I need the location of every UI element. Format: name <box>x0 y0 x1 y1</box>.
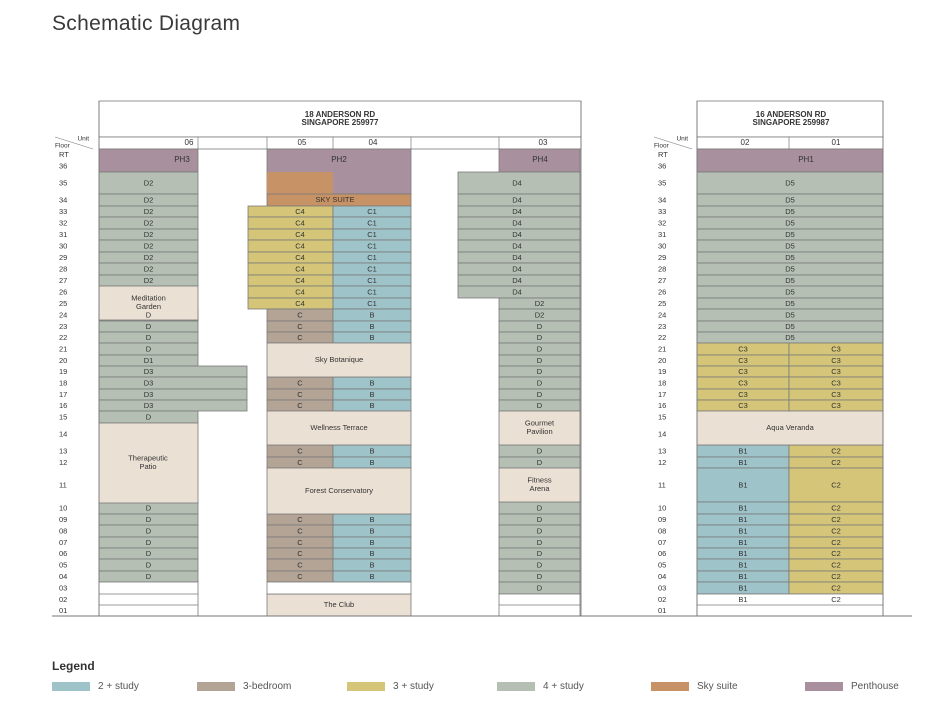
penthouse-label-ph1: PH1 <box>798 155 814 165</box>
unit-cell-col06-16 <box>99 400 247 411</box>
unit-number-06: 06 <box>184 138 194 148</box>
legend-label: 3-bedroom <box>243 680 292 692</box>
the-club-label: The Club <box>323 599 355 609</box>
b18-floor-34: 34 <box>59 195 68 205</box>
legend-label: 4 + study <box>543 680 584 692</box>
b16-floor-13: 13 <box>658 446 667 456</box>
unit-type-label: D <box>536 537 543 547</box>
unit-cell-col05-32 <box>248 217 333 229</box>
b16-floor-07: 07 <box>658 537 667 547</box>
unit-type-label: D <box>536 366 543 376</box>
unit-cell-col05-26 <box>248 286 333 298</box>
unit-type-label: D <box>145 571 152 581</box>
b16-floor-27: 27 <box>658 275 667 285</box>
unit-type-label: B1 <box>738 537 748 547</box>
unit-type-label: D5 <box>785 332 795 342</box>
unit-type-label: D2 <box>143 264 154 274</box>
sky-suite-upper <box>267 172 333 194</box>
unit-type-label: D4 <box>512 287 522 297</box>
unit-type-label: D <box>145 310 152 320</box>
unit-type-label: D4 <box>512 264 522 274</box>
legend-item <box>805 679 899 693</box>
unit-type-label: D <box>536 560 543 570</box>
unit-type-label: C2 <box>831 480 841 490</box>
b18-floor-21: 21 <box>59 344 68 354</box>
unit-type-label: D <box>536 503 543 513</box>
b18-floor-15: 15 <box>59 412 68 422</box>
unit-type-label: D5 <box>785 252 795 262</box>
penthouse-label-ph3: PH3 <box>174 155 190 165</box>
unit-type-label: B1 <box>738 548 748 558</box>
b16-floor-16: 16 <box>658 400 667 410</box>
unit-number-03: 03 <box>538 138 548 148</box>
b16-floor-05: 05 <box>658 560 667 570</box>
unit-type-label: B <box>369 400 375 410</box>
aqua-veranda-label: Aqua Veranda <box>766 422 814 432</box>
b16-floor-22: 22 <box>658 332 667 342</box>
unit-type-label: D3 <box>143 366 154 376</box>
unit-type-label: C3 <box>831 400 841 410</box>
unit-type-label: D <box>145 537 152 547</box>
b16-floor-29: 29 <box>658 252 667 262</box>
unit-type-label: D4 <box>512 241 522 251</box>
unit-type-label: C3 <box>738 355 748 365</box>
b18-unit-corner-label: Unit <box>77 135 89 143</box>
legend-label: Penthouse <box>851 680 899 692</box>
therapeutic-patio-label: Therapeutic <box>128 453 168 463</box>
unit-type-label: C1 <box>367 287 377 297</box>
legend-item <box>52 679 139 693</box>
unit-type-label: C2 <box>831 526 841 536</box>
unit-type-label: D1 <box>143 355 154 365</box>
b18-floor-24: 24 <box>59 310 68 320</box>
b18-floor-14: 14 <box>59 429 68 439</box>
unit-cell-col05-28 <box>248 263 333 275</box>
unit-type-label: D2 <box>143 252 154 262</box>
legend-label: 2 + study <box>98 680 139 692</box>
unit-cell-col05-33 <box>248 206 333 217</box>
b18-floor-28: 28 <box>59 264 68 274</box>
unit-type-label: D <box>536 344 543 354</box>
b16-floor-26: 26 <box>658 287 667 297</box>
b16-floor-01: 01 <box>658 605 667 615</box>
unit-cell-col05-29 <box>248 252 333 263</box>
unit-type-label: D <box>145 514 152 524</box>
empty-cells-06 <box>99 582 198 616</box>
b16-floor-31: 31 <box>658 229 667 239</box>
legend-item <box>197 679 291 693</box>
legend-swatch <box>52 682 90 691</box>
legend-swatch <box>347 682 385 691</box>
unit-type-label: D <box>536 583 543 593</box>
unit-type-label: D <box>145 321 152 331</box>
unit-type-label: C <box>297 446 303 456</box>
unit-cell-col05-31 <box>248 229 333 240</box>
legend-label: 3 + study <box>393 680 434 692</box>
unit-type-label: B1 <box>738 457 748 467</box>
unit-type-label: D5 <box>785 206 795 216</box>
unit-type-label: D <box>536 446 543 456</box>
b16-floor-34: 34 <box>658 195 667 205</box>
unit-type-label: D4 <box>512 206 522 216</box>
page-title: Schematic Diagram <box>52 12 241 35</box>
b16-floor-08: 08 <box>658 526 667 536</box>
b16-floor-11: 11 <box>658 480 666 490</box>
unit-type-label: C3 <box>738 400 748 410</box>
gourmet-pavilion-label: Gourmet <box>524 418 555 428</box>
b18-floor-02: 02 <box>59 594 68 604</box>
b16-floor-12: 12 <box>658 457 667 467</box>
b18-floor-32: 32 <box>59 218 68 228</box>
b16-floor-35: 35 <box>658 178 667 188</box>
unit-type-label: D5 <box>785 264 795 274</box>
b18-floor-08: 08 <box>59 526 68 536</box>
unit-cell-col06-18 <box>99 377 247 389</box>
unit-type-label: D <box>145 526 152 536</box>
sky-suite-label: SKY SUITE <box>315 194 355 204</box>
unit-type-label: D <box>536 548 543 558</box>
penthouse-ph1 <box>697 149 883 172</box>
b16-floor-28: 28 <box>658 264 667 274</box>
unit-type-label: D2 <box>534 310 545 320</box>
unit-type-label: C <box>297 560 303 570</box>
unit-type-label: D5 <box>785 275 795 285</box>
unit-type-label: C <box>297 548 303 558</box>
empty-cells-05-04 <box>267 582 411 594</box>
unit-type-label: D4 <box>512 178 522 188</box>
unit-type-label: C1 <box>367 264 377 274</box>
b16-floor-18: 18 <box>658 378 667 388</box>
legend-item <box>347 679 434 693</box>
unit-type-label: D5 <box>785 310 795 320</box>
unit-type-label: B <box>369 548 375 558</box>
unit-cell-col06-19 <box>99 366 247 377</box>
b16-floor-04: 04 <box>658 571 667 581</box>
unit-type-label: D4 <box>512 195 522 205</box>
unit-type-label: D2 <box>143 229 154 239</box>
unit-type-label: C2 <box>831 537 841 547</box>
unit-type-label: C3 <box>831 389 841 399</box>
b16-floor-32: 32 <box>658 218 667 228</box>
unit-type-label: B1 <box>738 480 748 490</box>
unit-type-label: D <box>145 412 152 422</box>
unit-type-label: D <box>145 503 152 513</box>
b18-floor-17: 17 <box>59 389 68 399</box>
legend-swatch <box>651 682 689 691</box>
unit-type-label: C4 <box>295 264 305 274</box>
unit-type-label: C2 <box>831 583 841 593</box>
b16-floor-25: 25 <box>658 298 667 308</box>
unit-type-label: B1 <box>738 560 748 570</box>
b16-floor-09: 09 <box>658 514 667 524</box>
b18-floor-13: 13 <box>59 446 68 456</box>
unit-cell-col05-30 <box>248 240 333 252</box>
unit-type-label: C1 <box>367 229 377 239</box>
b18-floor-corner-label: Floor <box>55 142 70 150</box>
unit-type-label: D5 <box>785 229 795 239</box>
unit-type-label: D2 <box>143 241 154 251</box>
b18-floor-27: 27 <box>59 275 68 285</box>
meditation-garden-label: Meditation <box>131 293 166 303</box>
building-18-unit-header <box>99 137 581 149</box>
unit-type-label: B <box>369 560 375 570</box>
unit-number-02: 02 <box>740 138 750 148</box>
unit-number-01: 01 <box>831 138 841 148</box>
unit-type-label: C <box>297 526 303 536</box>
wellness-terrace-label: Wellness Terrace <box>310 422 368 432</box>
unit-type-label: D <box>145 332 152 342</box>
building-16-address-line2: SINGAPORE 259987 <box>752 118 830 128</box>
unit-type-label: B <box>369 571 375 581</box>
b16-floor-23: 23 <box>658 321 667 331</box>
unit-type-label: D <box>536 514 543 524</box>
unit-type-label: D2 <box>534 298 545 308</box>
unit-type-label: B1 <box>738 571 748 581</box>
unit-type-label: D <box>536 400 543 410</box>
b18-floor-04: 04 <box>59 571 68 581</box>
unit-type-label: C2 <box>831 571 841 581</box>
unit-type-label: C <box>297 457 303 467</box>
unit-type-label: C1 <box>367 206 377 216</box>
unit-type-label: D2 <box>143 218 154 228</box>
b16-floor-10: 10 <box>658 503 667 513</box>
unit-type-label: B1 <box>738 446 748 456</box>
unit-type-label: C4 <box>295 298 305 308</box>
unit-type-label: D2 <box>143 195 154 205</box>
b18-floor-23: 23 <box>59 321 68 331</box>
b18-floor-03: 03 <box>59 583 68 593</box>
meditation-garden-label: Garden <box>135 302 162 312</box>
unit-type-label: B1 <box>738 526 748 536</box>
b18-floor-26: 26 <box>59 287 68 297</box>
unit-type-label: B <box>369 310 375 320</box>
unit-cell-col05-27 <box>248 275 333 286</box>
penthouse-label-ph4: PH4 <box>532 155 548 165</box>
unit-type-label: B1 <box>738 583 748 593</box>
b18-floor-05: 05 <box>59 560 68 570</box>
unit-type-label: D <box>536 321 543 331</box>
unit-type-label: C <box>297 378 303 388</box>
b18-floor-30: 30 <box>59 241 68 251</box>
b18-floor-35: 35 <box>59 178 68 188</box>
legend-title: Legend <box>52 659 95 673</box>
b16-floor-33: 33 <box>658 206 667 216</box>
b18-floor-29: 29 <box>59 252 68 262</box>
b18-floor-07: 07 <box>59 537 68 547</box>
unit-type-label: C2 <box>831 548 841 558</box>
unit-type-label: D4 <box>512 218 522 228</box>
unit-type-label: C2 <box>831 446 841 456</box>
b16-floor-24: 24 <box>658 310 667 320</box>
unit-type-label: B <box>369 332 375 342</box>
forest-conservatory-label: Forest Conservatory <box>305 485 373 495</box>
b18-floor-01: 01 <box>59 605 68 615</box>
unit-type-label: D2 <box>143 206 154 216</box>
unit-type-label: D5 <box>785 321 795 331</box>
unit-type-label: D5 <box>785 287 795 297</box>
unit-type-label: B1 <box>738 594 748 604</box>
b16-floor-02: 02 <box>658 594 667 604</box>
sky-botanique-label: Sky Botanique <box>314 354 364 364</box>
unit-type-label: C3 <box>738 389 748 399</box>
unit-type-label: D4 <box>512 252 522 262</box>
b16-floor-21: 21 <box>658 344 667 354</box>
b16-floor-06: 06 <box>658 548 667 558</box>
unit-type-label: B <box>369 457 375 467</box>
unit-type-label: B1 <box>738 503 748 513</box>
unit-type-label: C1 <box>367 298 377 308</box>
b16-floor-17: 17 <box>658 389 667 399</box>
unit-type-label: D <box>536 389 543 399</box>
unit-type-label: D3 <box>143 378 154 388</box>
unit-type-label: C3 <box>738 344 748 354</box>
building-16-unit-header <box>697 137 883 149</box>
b16-floor-30: 30 <box>658 241 667 251</box>
unit-type-label: C4 <box>295 252 305 262</box>
unit-type-label: C <box>297 514 303 524</box>
unit-type-label: D5 <box>785 195 795 205</box>
unit-type-label: C <box>297 332 303 342</box>
unit-type-label: B <box>369 514 375 524</box>
unit-type-label: C2 <box>831 457 841 467</box>
unit-type-label: D <box>145 560 152 570</box>
legend-item <box>497 679 584 693</box>
unit-type-label: C2 <box>831 514 841 524</box>
unit-type-label: C4 <box>295 287 305 297</box>
unit-type-label: C2 <box>831 560 841 570</box>
unit-type-label: C4 <box>295 275 305 285</box>
unit-type-label: D <box>145 548 152 558</box>
unit-number-04: 04 <box>368 138 378 148</box>
legend-swatch <box>197 682 235 691</box>
b18-floor-33: 33 <box>59 206 68 216</box>
unit-type-label: C <box>297 571 303 581</box>
unit-cell-col05-25 <box>248 298 333 309</box>
unit-type-label: D <box>536 526 543 536</box>
unit-type-label: C4 <box>295 206 305 216</box>
unit-type-label: C4 <box>295 229 305 239</box>
b18-floor-22: 22 <box>59 332 68 342</box>
unit-type-label: D4 <box>512 229 522 239</box>
unit-type-label: C <box>297 310 303 320</box>
b18-floor-19: 19 <box>59 366 68 376</box>
penthouse-label-ph2: PH2 <box>331 155 347 165</box>
therapeutic-patio-label: Patio <box>139 462 157 472</box>
b16-floor-15: 15 <box>658 412 667 422</box>
b16-floor-20: 20 <box>658 355 667 365</box>
unit-type-label: C4 <box>295 241 305 251</box>
unit-type-label: C <box>297 321 303 331</box>
unit-type-label: B <box>369 526 375 536</box>
b16-floor-14: 14 <box>658 429 667 439</box>
unit-type-label: C <box>297 537 303 547</box>
b18-floor-12: 12 <box>59 457 68 467</box>
unit-type-label: D4 <box>512 275 522 285</box>
b18-floor-16: 16 <box>59 400 68 410</box>
fitness-arena-label: Arena <box>529 484 550 494</box>
unit-type-label: B <box>369 378 375 388</box>
unit-type-label: C <box>297 389 303 399</box>
unit-type-label: B <box>369 446 375 456</box>
unit-cell-col06-17 <box>99 389 247 400</box>
unit-type-label: C3 <box>738 378 748 388</box>
gourmet-pavilion-label: Pavilion <box>526 427 553 437</box>
b16-floor-RT: RT <box>658 149 668 159</box>
unit-type-label: B1 <box>738 514 748 524</box>
b16-floor-03: 03 <box>658 583 667 593</box>
b16-floor-36: 36 <box>658 161 667 171</box>
legend-swatch <box>805 682 843 691</box>
unit-type-label: D5 <box>785 241 795 251</box>
unit-type-label: B <box>369 389 375 399</box>
building-16-address-line1: 16 ANDERSON RD <box>755 110 827 120</box>
unit-type-label: B <box>369 537 375 547</box>
b18-floor-RT: RT <box>59 149 69 159</box>
b18-floor-20: 20 <box>59 355 68 365</box>
unit-type-label: C3 <box>831 366 841 376</box>
unit-type-label: C1 <box>367 252 377 262</box>
unit-type-label: B <box>369 321 375 331</box>
b16-floor-corner-label: Floor <box>654 142 669 150</box>
b16-floor-19: 19 <box>658 366 667 376</box>
unit-type-label: D <box>536 355 543 365</box>
unit-type-label: C3 <box>738 366 748 376</box>
fitness-arena-label: Fitness <box>527 475 552 485</box>
b18-floor-31: 31 <box>59 229 68 239</box>
unit-type-label: C <box>297 400 303 410</box>
unit-type-label: D <box>536 571 543 581</box>
unit-type-label: D <box>536 332 543 342</box>
building-18-address-line1: 18 ANDERSON RD <box>304 110 376 120</box>
b18-floor-10: 10 <box>59 503 68 513</box>
unit-type-label: C3 <box>831 355 841 365</box>
unit-type-label: C1 <box>367 275 377 285</box>
b18-floor-36: 36 <box>59 161 68 171</box>
unit-number-05: 05 <box>297 138 307 148</box>
b16-unit-corner-label: Unit <box>676 135 688 143</box>
b18-floor-06: 06 <box>59 548 68 558</box>
building-18-address-line2: SINGAPORE 259977 <box>301 118 379 128</box>
unit-type-label: C4 <box>295 218 305 228</box>
unit-type-label: D2 <box>143 178 154 188</box>
unit-type-label: D3 <box>143 389 154 399</box>
unit-type-label: C3 <box>831 378 841 388</box>
unit-type-label: C2 <box>831 594 841 604</box>
unit-type-label: D <box>536 457 543 467</box>
unit-type-label: D5 <box>785 218 795 228</box>
unit-type-label: C3 <box>831 344 841 354</box>
unit-type-label: D <box>536 378 543 388</box>
unit-type-label: C1 <box>367 218 377 228</box>
b18-floor-25: 25 <box>59 298 68 308</box>
legend-item <box>651 679 738 693</box>
legend-swatch <box>497 682 535 691</box>
b18-floor-09: 09 <box>59 514 68 524</box>
unit-type-label: D <box>145 344 152 354</box>
legend-label: Sky suite <box>697 680 738 692</box>
unit-type-label: D2 <box>143 275 154 285</box>
unit-type-label: D3 <box>143 400 154 410</box>
unit-type-label: D5 <box>785 178 795 188</box>
b18-floor-18: 18 <box>59 378 68 388</box>
unit-type-label: D5 <box>785 298 795 308</box>
unit-type-label: C1 <box>367 241 377 251</box>
b18-floor-11: 11 <box>59 480 67 490</box>
unit-type-label: C2 <box>831 503 841 513</box>
